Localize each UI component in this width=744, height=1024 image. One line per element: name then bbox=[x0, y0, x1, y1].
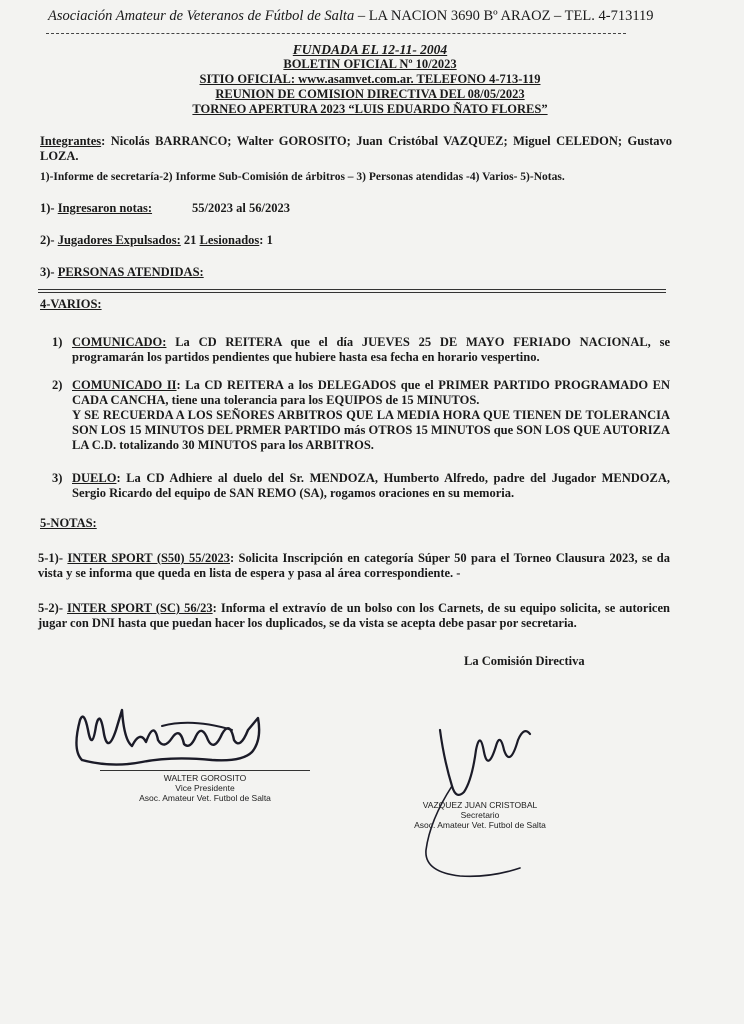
item-text: La CD REITERA que el día JUEVES 25 DE MAYO FERIADO NACIONAL, se programarán los partidos pendientes que hubiere hasta esa fecha en horario vespertino. bbox=[72, 335, 670, 364]
note-text: : Informa el extravío de un bolso con los Carnets, de su equipo solicita, se autoricen jugar con DNI hasta que puedan hacer los duplicados, se da vista se acepta debe pasar por secretaria. bbox=[38, 601, 670, 630]
item-text: : La CD Adhiere al duelo del Sr. MENDOZA, Humberto Alfredo, padre del Jugador MENDOZA, Sergio Ricardo del equipo de SAN REMO (SA), rogamos oraciones en su memoria. bbox=[72, 471, 670, 500]
note-item: 5-2)- INTER SPORT (SC) 56/23: Informa el extravío de un bolso con los Carnets, de su equipo solicita, se autoricen jugar con DNI hasta que puedan hacer los duplicados, se da vista se acepta debe pasar por secretaria. bbox=[38, 601, 670, 630]
signature-2-name: VAZQUEZ JUAN CRISTOBAL bbox=[422, 800, 538, 810]
members bbox=[40, 134, 672, 164]
bulletin-number: BOLETIN OFICIAL Nº 10/2023 bbox=[283, 57, 457, 71]
letterhead-address: – LA NACION 3690 Bº ARAOZ – TEL. 4-713119 bbox=[354, 8, 654, 24]
note-title: INTER SPORT (S50) 55/2023 bbox=[67, 551, 230, 565]
injured-label: Lesionados bbox=[199, 233, 260, 247]
official-site: SITIO OFICIAL: www.asamvet.com.ar. TELEFONO 4-713-119 bbox=[199, 72, 541, 86]
signature-1-org: Asoc. Amateur Vet. Futbol de Salta bbox=[139, 793, 271, 803]
tournament-title: TORNEO APERTURA 2023 “LUIS EDUARDO ÑATO FLORES” bbox=[192, 102, 548, 116]
signature-1-line bbox=[100, 770, 310, 771]
item-text-2: Y SE RECUERDA A LOS SEÑORES ARBITROS QUE LA MEDIA HORA QUE TIENEN DE TOLERANCIA SON LOS 15 MINUTOS DEL PRMER PARTIDO más OTROS 15 MINUTOS que SON LOS QUE AUTORIZA LA C.D. totalizando 30 MINUTOS para los ARBITROS. bbox=[72, 408, 670, 452]
section-1: 1)- Ingresaron notas: 55/2023 al 56/2023 bbox=[40, 201, 290, 215]
signature-2-scribble bbox=[400, 690, 560, 880]
section-5-label: 5-NOTAS: bbox=[40, 516, 97, 530]
section-4-label: 4-VARIOS: bbox=[40, 297, 102, 311]
section-1-value: 55/2023 al 56/2023 bbox=[192, 201, 290, 215]
section-4-item: 2) COMUNICADO II: La CD REITERA a los DELEGADOS que el PRIMER PARTIDO PROGRAMADO EN CADA CANCHA, tiene una tolerancia para los EQUIPOS de 15 MINUTOS. Y SE RECUERDA A LOS SEÑORES ARBITROS QUE LA MEDIA HORA QUE TIENEN DE TOLERANCIA SON LOS 15 MINUTOS DEL PRMER PARTIDO más OTROS 15 MINUTOS que SON LOS QUE AUTORIZA LA C.D. totalizando 30 MINUTOS para los ARBITROS. bbox=[52, 378, 670, 452]
members-label: Integrantes bbox=[40, 134, 102, 148]
signature-1-block bbox=[110, 773, 300, 803]
signature-2-block bbox=[405, 800, 555, 830]
signature-1-scribble bbox=[62, 690, 292, 780]
note-text: : Solicita Inscripción en categoría Súper 50 para el Torneo Clausura 2023, se da vista y se informa que queda en lista de espera y pasa al área correspondiente. - bbox=[38, 551, 671, 580]
note-title: INTER SPORT (SC) 56/23 bbox=[67, 601, 213, 615]
item-text: : La CD REITERA a los DELEGADOS que el PRIMER PARTIDO PROGRAMADO EN CADA CANCHA, tiene una tolerancia para los EQUIPOS de 15 MINUTOS. bbox=[72, 378, 670, 407]
section-1-label: Ingresaron notas: bbox=[57, 201, 153, 215]
signature-2-role: Secretario bbox=[460, 810, 500, 820]
founded-date: FUNDADA EL 12-11- 2004 bbox=[292, 42, 448, 57]
closing: La Comisión Directiva bbox=[464, 654, 585, 668]
bulletin-header bbox=[150, 42, 590, 117]
note-item: 5-1)- INTER SPORT (S50) 55/2023: Solicita Inscripción en categoría Súper 50 para el Torneo Clausura 2023, se da vista y se informa que queda en lista de espera y pasa al área correspondiente. - bbox=[38, 551, 671, 580]
section-3-label: PERSONAS ATENDIDAS: bbox=[57, 265, 204, 279]
members-list: : Nicolás BARRANCO; Walter GOROSITO; Juan Cristóbal VAZQUEZ; Miguel CELEDON; Gustavo LOZA. bbox=[40, 134, 672, 163]
item-title: COMUNICADO: bbox=[72, 335, 167, 349]
section-3: 3)- PERSONAS ATENDIDAS: bbox=[40, 265, 204, 279]
section-4-item: 1) COMUNICADO: La CD REITERA que el día JUEVES 25 DE MAYO FERIADO NACIONAL, se programarán los partidos pendientes que hubiere hasta esa fecha en horario vespertino. bbox=[52, 335, 670, 364]
item-title: DUELO bbox=[72, 471, 117, 485]
item-title: COMUNICADO II bbox=[72, 378, 177, 392]
signature-1-role: Vice Presidente bbox=[175, 783, 235, 793]
meeting-title: REUNION DE COMISION DIRECTIVA DEL 08/05/2023 bbox=[215, 87, 525, 101]
signature-1-name: WALTER GOROSITO bbox=[163, 773, 247, 783]
injured-count: : 1 bbox=[259, 233, 273, 247]
expelled-count: 21 bbox=[180, 233, 200, 247]
agenda: 1)-Informe de secretaría-2) Informe Sub-Comisión de árbitros – 3) Personas atendidas -4) Varios- 5)-Notas. bbox=[40, 171, 565, 183]
signature-2-org: Asoc. Amateur Vet. Futbol de Salta bbox=[414, 820, 546, 830]
section-2: 2)- Jugadores Expulsados: 21 Lesionados: 1 bbox=[40, 233, 273, 247]
divider-line bbox=[38, 289, 666, 290]
section-2-label: Jugadores Expulsados: bbox=[57, 233, 181, 247]
divider-line bbox=[38, 292, 666, 293]
letterhead-divider bbox=[46, 33, 626, 34]
letterhead-org: Asociación Amateur de Veteranos de Fútbol de Salta bbox=[48, 8, 355, 24]
letterhead bbox=[48, 8, 688, 25]
section-4-item: 3) DUELO: La CD Adhiere al duelo del Sr. MENDOZA, Humberto Alfredo, padre del Jugador MENDOZA, Sergio Ricardo del equipo de SAN REMO (SA), rogamos oraciones en su memoria. bbox=[52, 471, 670, 500]
